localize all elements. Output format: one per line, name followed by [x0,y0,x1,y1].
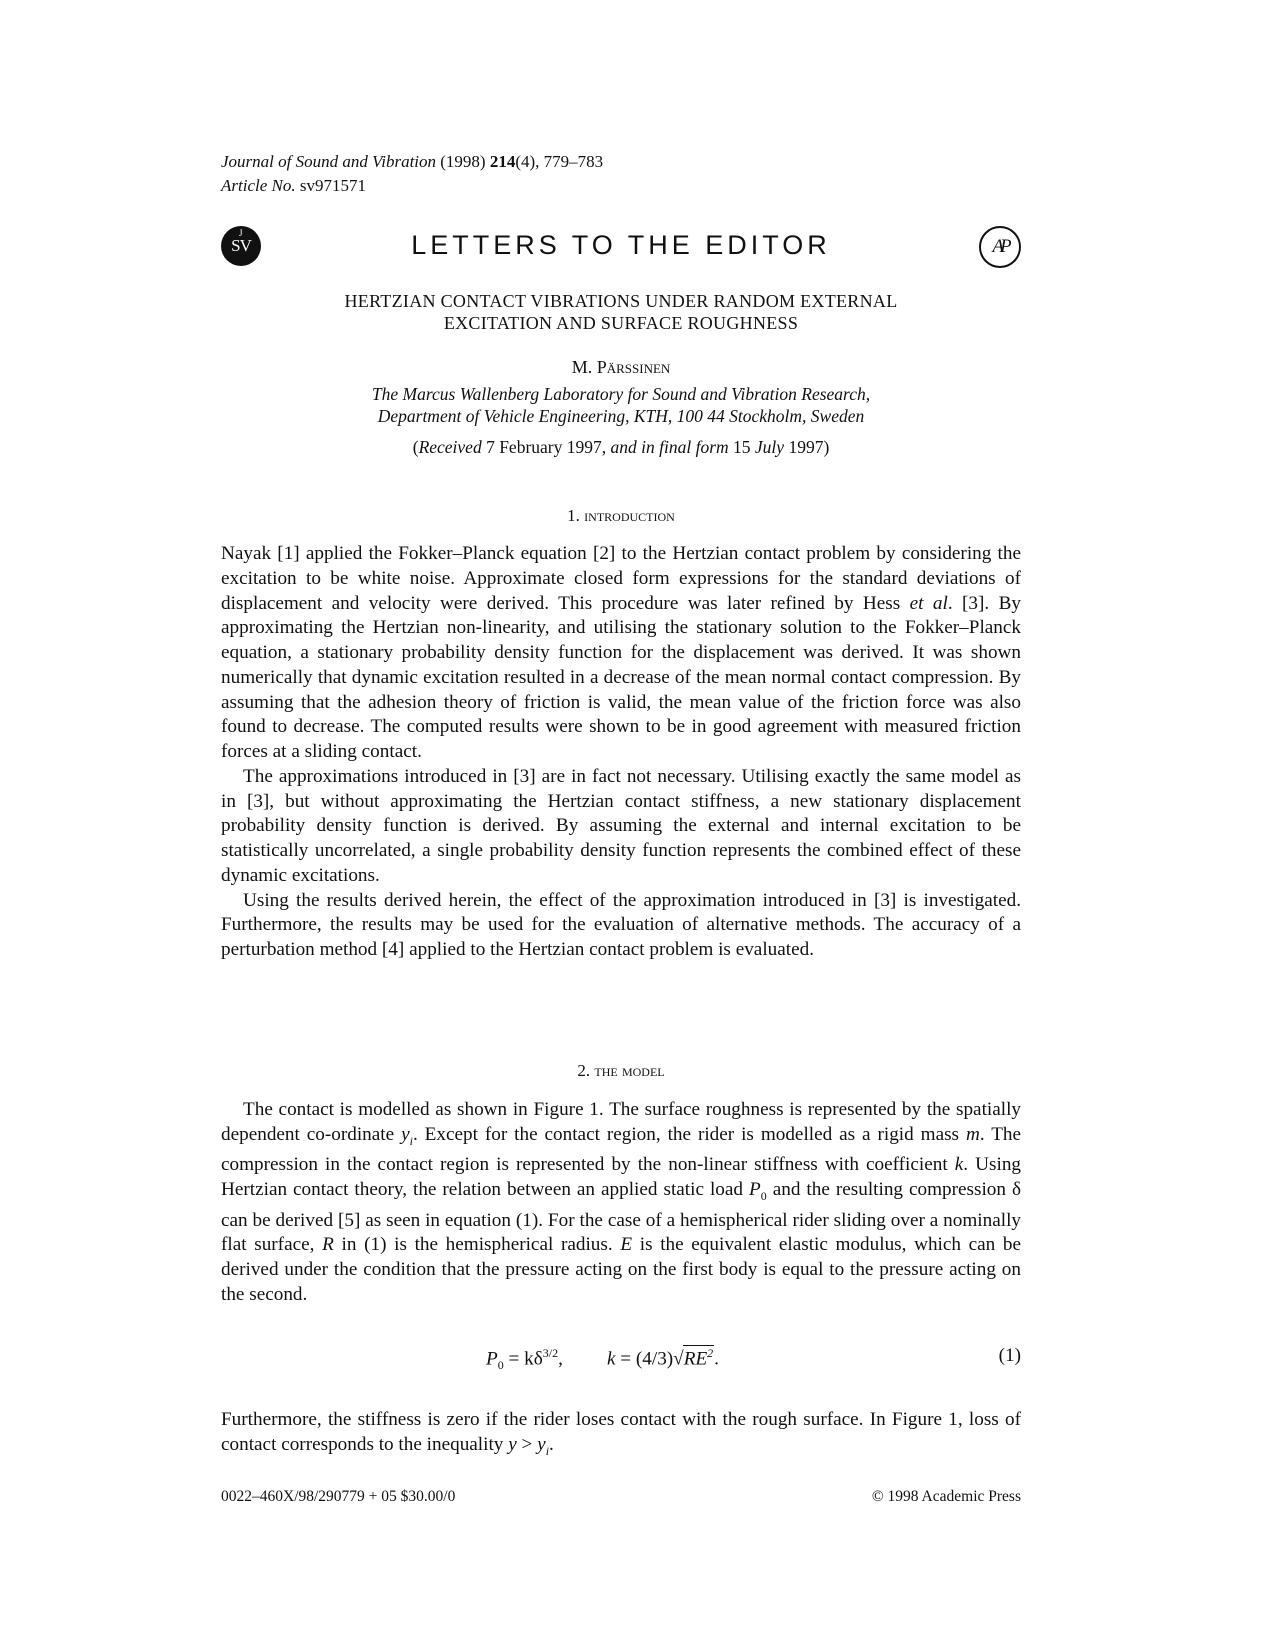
math-var: P [749,1179,761,1201]
model-text: . Using Hertzian contact theory, the relation between an applied static load [221,1154,1022,1201]
et-al: et al [909,592,948,614]
section-heading-introduction [221,506,1021,526]
section-banner-title: LETTERS TO THE EDITOR [411,230,831,260]
section-heading-model [221,1061,1021,1081]
received-open: ( [412,437,419,457]
model-body [221,1098,1021,1308]
eq-lhs-sub: 0 [497,1358,504,1373]
eq-rhs-coef: = (4/3)√ [615,1348,684,1370]
article-title [221,290,1021,334]
math-var: E [620,1234,633,1256]
received-year: 1997, [566,437,607,457]
author-initial: M. P [571,357,607,377]
journal-citation [221,150,603,198]
eq-rhs-k: k [606,1348,616,1370]
final-form-label: and in final form [610,437,729,457]
final-day: 15 [733,437,751,457]
model-paragraph-2 [221,1408,1021,1463]
received-dates [221,437,1021,458]
intro-paragraph-3: Using the results derived herein, the effect of the approximation introduced in [3] is investigated. Furthermore, the results may be used for the evaluation of alternative methods. The accuracy of a perturbation method [4] applied to the Hertzian contact problem is evaluated. [221,889,1021,960]
sv-logo-text: SV [231,236,251,255]
model-text: Furthermore, the stiffness is zero if the rider loses contact with the rough surface. In Figure 1, loss of contact corresponds to the inequality [221,1409,1021,1455]
math-var: y [537,1433,546,1455]
model-text: is the equivalent elastic modulus, which can be derived under the condition that the pressure acting on the first body is equal to the pressure acting on the second. [221,1234,1022,1305]
math-sub: i [409,1133,413,1148]
ap-logo-text: AP [992,236,1008,257]
author-affiliation [221,383,1021,427]
model-text: . [549,1433,554,1455]
eq-end: . [714,1348,719,1370]
math-sub: 0 [760,1188,767,1203]
journal-issue-pages: (4), 779–783 [515,152,604,171]
intro-p1-end: . [3]. By approximating the Hertzian non-linearity, and utilising the stationary solution to the Fokker–Planck equation, a stationary probability density function for the displacement was derived. It was shown numerically that dynamic excitation resulted in a decrease of the mean normal contact compression. By assuming that the adhesion theory of friction is valid, the mean value of the friction force was also found to decrease. The computed results were shown to be in good agreement with measured friction forces at a sliding contact. [221,592,1022,762]
equation-number: (1) [998,1345,1021,1366]
math-var: y [401,1123,410,1145]
introduction-body [221,542,1021,963]
eq-radicand-text: RE [683,1348,708,1370]
equation-1 [221,1345,1021,1375]
section-number: 1. [567,506,580,525]
intro-paragraph-1 [221,542,1021,765]
article-number: sv971571 [299,176,366,195]
math-var: m [965,1123,980,1145]
eq-exponent: 3/2 [542,1346,559,1360]
affiliation-line-1: The Marcus Wallenberg Laboratory for Sound and Vibration Research, [371,384,871,404]
journal-volume: 214 [489,152,516,171]
journal-line [221,150,603,174]
footer-code: 0022–460X/98/290779 + 05 $30.00/0 [221,1488,456,1505]
equation-body [486,1345,719,1373]
model-text: and the resulting compression δ can be derived [5] as seen in equation (1). For the case of a hemispherical rider sliding over a nominally flat surface, [221,1179,1022,1256]
section-number: 2. [577,1061,591,1080]
model-paragraph-1 [221,1098,1021,1308]
received-label: Received [418,437,482,457]
final-year: 1997) [788,437,830,457]
section-title: introduction [584,506,675,525]
eq-lhs: P [486,1348,498,1370]
model-text: . Except for the contact region, the rider is modelled as a rigid mass [412,1123,960,1145]
intro-paragraph-2: The approximations introduced in [3] are in fact not necessary. Utilising exactly the same model as in [3], but without approximating the Hertzian contact stiffness, a new stationary displacement probability density function is derived. By assuming the external and internal excitation to be statistically uncorrelated, a single probability density function represents the combined effect of these dynamic excitations. [221,765,1021,886]
math-sub: i [545,1443,550,1458]
title-line-1: HERTZIAN CONTACT VIBRATIONS UNDER RANDOM EXTERNAL [344,291,898,311]
footer-copyright: © 1998 Academic Press [871,1488,1021,1505]
model-text: in (1) is the hemispherical radius. [341,1234,613,1256]
eq-term-1: = kδ [503,1348,543,1370]
author-surname: ärssinen [606,357,671,377]
eq-radicand [683,1345,714,1370]
model-text: . The compression in the contact region is represented by the non-linear stiffness with coefficient [221,1123,1022,1176]
letters-banner [221,224,1021,268]
affiliation-line-2: Department of Vehicle Engineering, KTH, 100 44 Stockholm, Sweden [377,406,865,426]
author-name [221,357,1021,378]
final-month: July [754,437,785,457]
math-var: y [508,1433,517,1455]
math-op: > [516,1433,538,1455]
title-line-2: EXCITATION AND SURFACE ROUGHNESS [443,313,799,333]
section-title: the model [594,1061,665,1080]
journal-year: (1998) [440,152,486,171]
academic-press-logo-icon [979,226,1021,268]
model-text: The contact is modelled as shown in Figure 1. The surface roughness is represented by the spatially dependent co-ordinate [221,1099,1021,1145]
model-body-continued [221,1408,1021,1463]
article-label: Article No. [221,176,296,195]
math-var: R [322,1234,334,1256]
sv-logo-dot: J [239,228,243,238]
math-var: k [954,1154,964,1176]
journal-name: Journal of Sound and Vibration [221,152,437,171]
eq-comma: , [558,1348,563,1370]
received-date: 7 February [486,437,563,457]
intro-p1-text: Nayak [1] applied the Fokker–Planck equation [2] to the Hertzian contact problem by considering the excitation to be white noise. Approximate closed form expressions for the standard deviations of displacement and velocity were derived. This procedure was later refined by Hess [221,543,1021,614]
article-number-line [221,174,603,198]
eq-radicand-sup: 2 [707,1346,714,1360]
